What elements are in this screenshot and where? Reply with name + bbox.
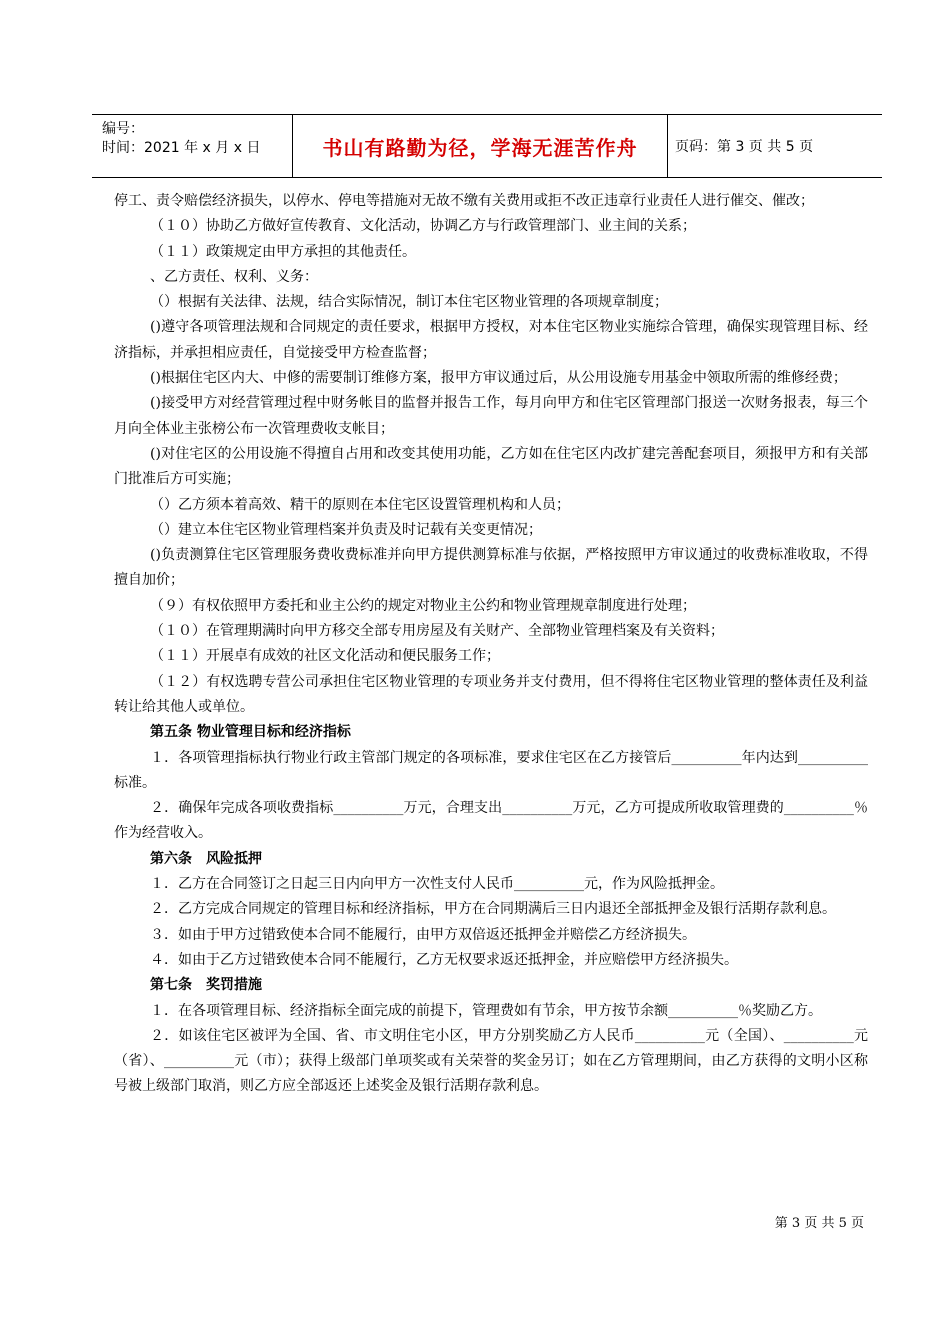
article-7-clause-2: ２．如该住宅区被评为全国、省、市文明住宅小区，甲方分别奖励乙方人民币__________元（全国）、__________元（省）、__________元（市）；获得上级部门单项奖或有关荣誉的奖金另订；如在乙方管理期间，由乙方获得的文明小区称号被上级部门取消，则乙方应全部返还上述奖金及银行活期存款利息。 (114, 1027, 868, 1095)
party-b-item-8: ()负责测算住宅区管理服务费收费标准并向甲方提供测算标准与依据，严格按照甲方审议通过的收费标准收取，不得擅自加价； (114, 547, 868, 589)
document-body (114, 189, 868, 1100)
party-b-item-6: （）乙方须本着高效、精干的原则在本住宅区设置管理机构和人员； (150, 496, 570, 513)
article-6-clause-1: １．乙方在合同签订之日起三日内向甲方一次性支付人民币__________元，作为风险抵押金。 (150, 876, 724, 893)
article-6-clause-3: ３．如由于甲方过错致使本合同不能履行，由甲方双倍返还抵押金并赔偿乙方经济损失。 (150, 926, 696, 943)
article-6-heading: 第六条 风险抵押 (150, 850, 262, 867)
header-right-cell (667, 115, 882, 177)
header-motto: 书山有路勤为径，学海无涯苦作舟 (322, 135, 638, 160)
party-b-item-2: ()遵守各项管理法规和合同规定的责任要求，根据甲方授权，对本住宅区物业实施综合管理，确保实现管理目标、经济指标，并承担相应责任，自觉接受甲方检查监督； (114, 319, 868, 361)
article-7-clause-1: １．在各项管理目标、经济指标全面完成的前提下，管理费如有节余，甲方按节余额__________％奖励乙方。 (150, 1002, 822, 1019)
article-6-clause-4: ４．如由于乙方过错致使本合同不能履行，乙方无权要求返还抵押金，并应赔偿甲方经济损失。 (150, 951, 738, 968)
article-5-clause-2: ２．确保年完成各项收费指标__________万元，合理支出__________万元，乙方可提成所收取管理费的__________％作为经营收入。 (114, 800, 868, 842)
header-page-code: 页码：第 3 页 共 5 页 (675, 139, 814, 155)
document-time-label: 时间：2021 年 x 月 x 日 (102, 140, 261, 156)
party-b-item-7: （）建立本住宅区物业管理档案并负责及时记载有关变更情况； (150, 521, 542, 538)
article-5-heading: 第五条 物业管理目标和经济指标 (150, 724, 351, 741)
article-7-heading: 第七条 奖罚措施 (150, 977, 262, 994)
party-b-item-11: （１１）开展卓有成效的社区文化活动和便民服务工作； (150, 648, 500, 665)
party-b-item-1: （）根据有关法律、法规，结合实际情况，制订本住宅区物业管理的各项规章制度； (150, 294, 668, 311)
header-left-cell (92, 115, 292, 177)
party-b-item-3: ()根据住宅区内大、中修的需要制订维修方案，报甲方审议通过后，从公用设施专用基金中领取所需的维修经费； (150, 370, 847, 387)
paragraph-continuation: 停工、责令赔偿经济损失，以停水、停电等措施对无故不缴有关费用或拒不改正违章行业责任人进行催交、催改； (114, 193, 814, 209)
party-b-section-heading: 、乙方责任、权利、义务： (150, 268, 318, 285)
page-footer-number: 第 3 页 共 5 页 (774, 1216, 864, 1231)
party-b-item-9: （９）有权依照甲方委托和业主公约的规定对物业主公约和物业管理规章制度进行处理； (150, 597, 696, 614)
party-a-item-11: （１１）政策规定由甲方承担的其他责任。 (150, 243, 416, 260)
party-b-item-12: （１２）有权选聘专营公司承担住宅区物业管理的专项业务并支付费用，但不得将住宅区物业管理的整体责任及利益转让给其他人或单位。 (114, 673, 868, 715)
article-5-clause-1: １．各项管理指标执行物业行政主管部门规定的各项标准，要求住宅区在乙方接管后__________年内达到__________标准。 (114, 749, 868, 791)
article-6-clause-2: ２．乙方完成合同规定的管理目标和经济指标，甲方在合同期满后三日内退还全部抵押金及银行活期存款利息。 (150, 901, 836, 918)
party-b-item-5: ()对住宅区的公用设施不得擅自占用和改变其使用功能，乙方如在住宅区内改扩建完善配套项目，须报甲方和有关部门批准后方可实施； (114, 445, 868, 488)
header-motto-cell (292, 115, 668, 177)
document-header (92, 114, 882, 178)
party-b-item-10: （１０）在管理期满时向甲方移交全部专用房屋及有关财产、全部物业管理档案及有关资料； (150, 623, 724, 640)
party-a-item-10: （１０）协助乙方做好宣传教育、文化活动，协调乙方与行政管理部门、业主间的关系； (150, 218, 696, 235)
party-b-item-4: ()接受甲方对经营管理过程中财务帐目的监督并报告工作，每月向甲方和住宅区管理部门报送一次财务报表，每三个月向全体业主张榜公布一次管理费收支帐目； (114, 395, 868, 437)
document-number-label: 编号： (102, 121, 144, 137)
